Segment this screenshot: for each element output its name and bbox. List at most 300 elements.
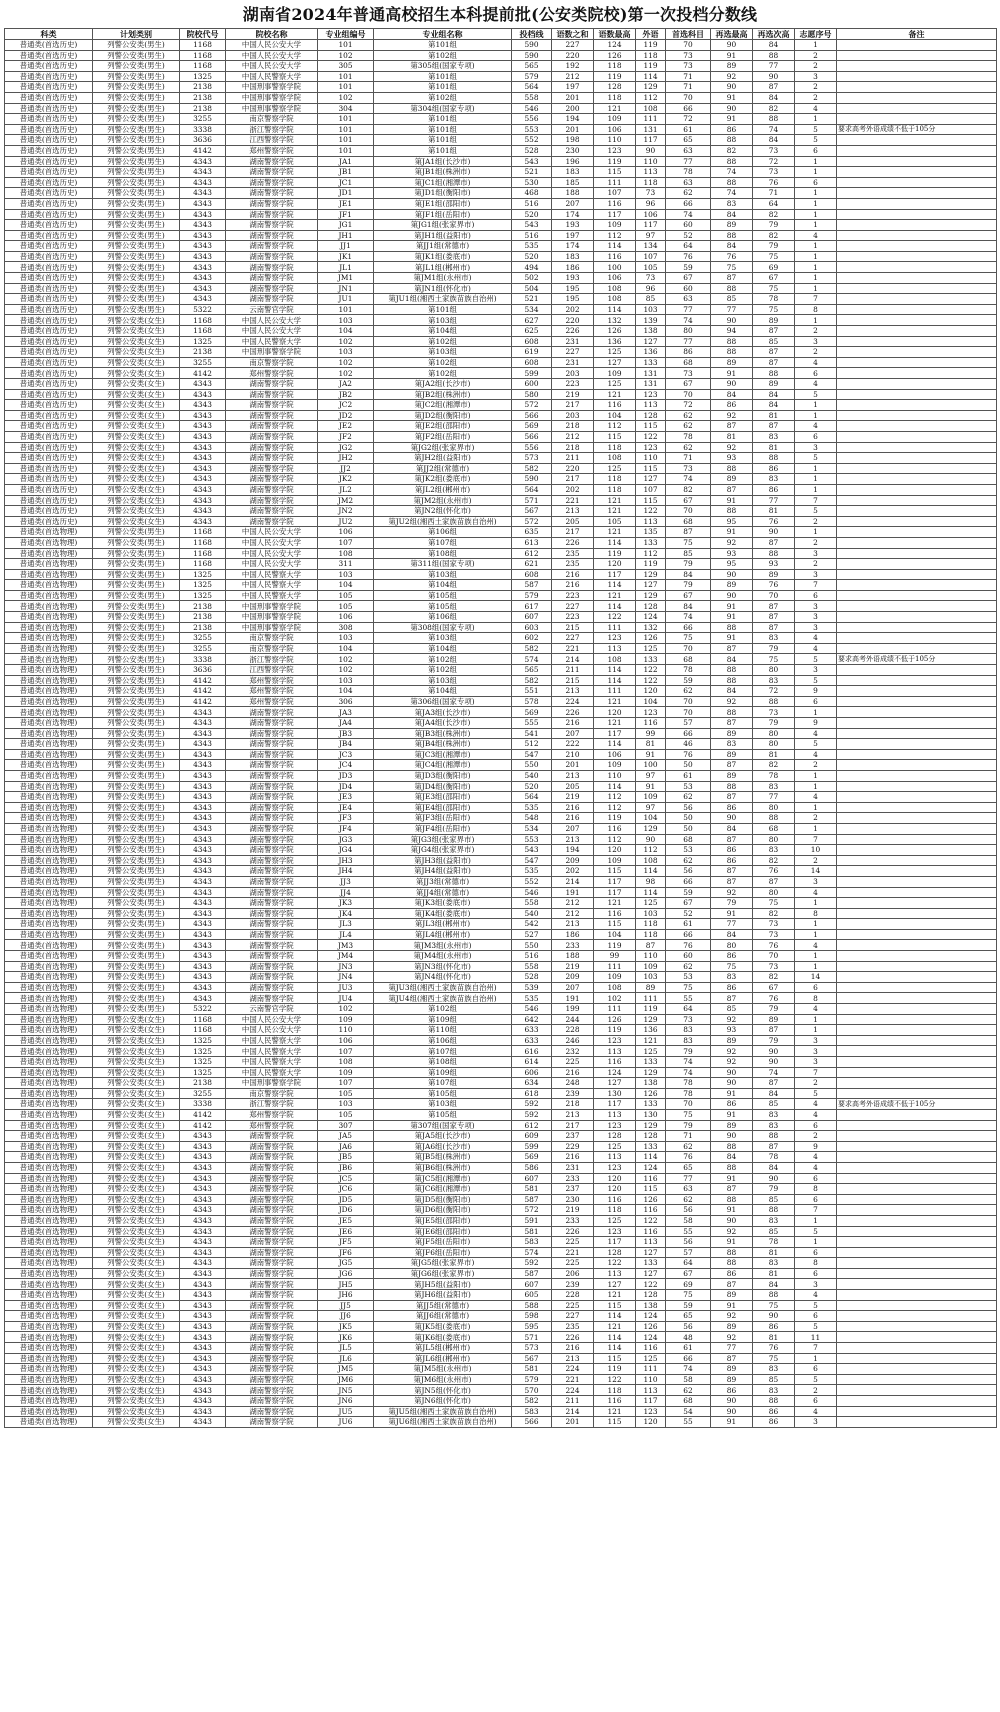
table-cell: 114 bbox=[594, 601, 636, 612]
table-cell: 普通类(首选物理) bbox=[5, 1237, 93, 1248]
table-cell: 104 bbox=[318, 580, 374, 591]
table-cell: 普通类(首选物理) bbox=[5, 559, 93, 570]
table-cell: 4343 bbox=[180, 770, 226, 781]
table-cell: 75 bbox=[753, 283, 795, 294]
table-cell: 普通类(首选物理) bbox=[5, 1131, 93, 1142]
table-cell: 列警公安类(女生) bbox=[93, 463, 180, 474]
table-cell: 111 bbox=[594, 686, 636, 697]
table-cell: 588 bbox=[512, 1300, 552, 1311]
table-cell: 湖南警察学院 bbox=[226, 1215, 318, 1226]
table-cell: 107 bbox=[636, 484, 666, 495]
table-cell: 86 bbox=[711, 845, 753, 856]
table-cell: 612 bbox=[512, 548, 552, 559]
table-cell: 112 bbox=[636, 548, 666, 559]
table-cell bbox=[837, 1131, 997, 1142]
table-cell: 列警公安类(女生) bbox=[93, 1343, 180, 1354]
table-cell: 102 bbox=[594, 993, 636, 1004]
table-cell: 547 bbox=[512, 855, 552, 866]
table-cell: 1 bbox=[795, 484, 837, 495]
table-cell: 普通类(首选物理) bbox=[5, 527, 93, 538]
table-cell: 列警公安类(男生) bbox=[93, 40, 180, 51]
table-cell: 1 bbox=[795, 1353, 837, 1364]
table-cell: 63 bbox=[666, 294, 711, 305]
table-cell bbox=[837, 643, 997, 654]
table-cell: 普通类(首选物理) bbox=[5, 919, 93, 930]
table-cell: 226 bbox=[552, 1226, 594, 1237]
table-cell: 湖南警察学院 bbox=[226, 463, 318, 474]
table-cell: 列警公安类(男生) bbox=[93, 283, 180, 294]
table-cell: 127 bbox=[636, 474, 666, 485]
table-cell: 90 bbox=[711, 813, 753, 824]
table-cell: JK3 bbox=[318, 898, 374, 909]
table-cell: 582 bbox=[512, 1396, 552, 1407]
table-cell: 109 bbox=[318, 1067, 374, 1078]
table-cell: 湖南警察学院 bbox=[226, 1343, 318, 1354]
table-cell: 105 bbox=[318, 601, 374, 612]
table-cell: 普通类(首选物理) bbox=[5, 1194, 93, 1205]
table-cell: 第104组 bbox=[374, 580, 512, 591]
column-header: 再选最高 bbox=[711, 29, 753, 40]
table-cell: 4343 bbox=[180, 1343, 226, 1354]
table-cell: 列警公安类(女生) bbox=[93, 400, 180, 411]
table-cell: 第101组 bbox=[374, 71, 512, 82]
table-cell: 列警公安类(女生) bbox=[93, 1247, 180, 1258]
table-cell: 1 bbox=[795, 198, 837, 209]
table-cell: JH2 bbox=[318, 453, 374, 464]
table-cell: 90 bbox=[711, 1078, 753, 1089]
table-cell: 86 bbox=[711, 400, 753, 411]
table-cell: 73 bbox=[666, 463, 711, 474]
table-cell bbox=[837, 167, 997, 178]
table-cell: 70 bbox=[666, 92, 711, 103]
table-cell: 第101组 bbox=[374, 40, 512, 51]
table-cell bbox=[837, 1332, 997, 1343]
table-cell: 89 bbox=[636, 982, 666, 993]
table-cell: 湖南警察学院 bbox=[226, 876, 318, 887]
table-cell: 197 bbox=[552, 82, 594, 93]
table-cell: 3338 bbox=[180, 654, 226, 665]
table-cell: 213 bbox=[552, 770, 594, 781]
table-cell: 84 bbox=[753, 92, 795, 103]
table-cell: 8 bbox=[795, 304, 837, 315]
table-cell: 212 bbox=[552, 908, 594, 919]
table-cell: 70 bbox=[666, 643, 711, 654]
table-cell: 88 bbox=[711, 156, 753, 167]
table-cell: 66 bbox=[666, 876, 711, 887]
table-cell: 湖南警察学院 bbox=[226, 707, 318, 718]
table-cell: 5 bbox=[795, 654, 837, 665]
table-cell: 73 bbox=[666, 50, 711, 61]
table-cell: 87 bbox=[711, 718, 753, 729]
table-cell: 列警公安类(男生) bbox=[93, 294, 180, 305]
table-cell: 109 bbox=[318, 1014, 374, 1025]
table-cell: 85 bbox=[711, 1004, 753, 1015]
table-cell: 114 bbox=[594, 1343, 636, 1354]
table-cell: JM2 bbox=[318, 495, 374, 506]
table-cell bbox=[837, 442, 997, 453]
table-cell bbox=[837, 336, 997, 347]
table-cell: 119 bbox=[594, 1025, 636, 1036]
table-cell: 列警公安类(男生) bbox=[93, 845, 180, 856]
table-cell: 607 bbox=[512, 1279, 552, 1290]
table-cell: 郑州警察学院 bbox=[226, 368, 318, 379]
table-row bbox=[5, 1099, 997, 1110]
table-cell: 57 bbox=[666, 1247, 711, 1258]
table-cell: 569 bbox=[512, 707, 552, 718]
table-cell: 87 bbox=[711, 1184, 753, 1195]
table-cell: 635 bbox=[512, 527, 552, 538]
table-cell: 608 bbox=[512, 357, 552, 368]
table-cell: 521 bbox=[512, 167, 552, 178]
table-cell: 120 bbox=[594, 1173, 636, 1184]
table-cell: 91 bbox=[711, 92, 753, 103]
table-cell: 90 bbox=[711, 1067, 753, 1078]
table-cell: 311 bbox=[318, 559, 374, 570]
table-cell bbox=[837, 71, 997, 82]
table-cell: 565 bbox=[512, 665, 552, 676]
column-header: 再选次高 bbox=[753, 29, 795, 40]
table-cell: 第106组 bbox=[374, 527, 512, 538]
table-cell: 134 bbox=[636, 241, 666, 252]
table-cell: 116 bbox=[636, 1343, 666, 1354]
table-cell: 郑州警察学院 bbox=[226, 145, 318, 156]
table-cell: 105 bbox=[318, 1109, 374, 1120]
table-cell: 123 bbox=[594, 1035, 636, 1046]
table-cell: 97 bbox=[636, 230, 666, 241]
table-cell: 9 bbox=[795, 718, 837, 729]
table-cell: 普通类(首选历史) bbox=[5, 145, 93, 156]
table-cell: 201 bbox=[552, 92, 594, 103]
table-cell bbox=[837, 484, 997, 495]
table-cell: JN1 bbox=[318, 283, 374, 294]
table-cell: 第JB2组(株洲市) bbox=[374, 389, 512, 400]
table-cell: 5 bbox=[795, 389, 837, 400]
table-cell: 86 bbox=[753, 484, 795, 495]
table-cell: 4343 bbox=[180, 209, 226, 220]
table-cell: 第JM6组(永州市) bbox=[374, 1374, 512, 1385]
table-cell: 583 bbox=[512, 1237, 552, 1248]
table-cell: 52 bbox=[666, 230, 711, 241]
table-cell bbox=[837, 304, 997, 315]
table-cell: 540 bbox=[512, 770, 552, 781]
table-cell: 1 bbox=[795, 251, 837, 262]
table-cell: 普通类(首选历史) bbox=[5, 379, 93, 390]
table-row bbox=[5, 559, 997, 570]
table-cell: 82 bbox=[753, 855, 795, 866]
table-cell bbox=[837, 506, 997, 517]
table-cell: 118 bbox=[594, 1205, 636, 1216]
table-cell: 第JC4组(湘潭市) bbox=[374, 760, 512, 771]
table-cell: 113 bbox=[636, 516, 666, 527]
table-cell: 115 bbox=[594, 1300, 636, 1311]
table-cell bbox=[837, 50, 997, 61]
table-row bbox=[5, 643, 997, 654]
table-cell: 119 bbox=[594, 940, 636, 951]
table-cell: 2 bbox=[795, 326, 837, 337]
table-cell: 235 bbox=[552, 1321, 594, 1332]
table-cell: 67 bbox=[666, 273, 711, 284]
table-cell: 3 bbox=[795, 1279, 837, 1290]
table-cell bbox=[837, 516, 997, 527]
table-cell: 115 bbox=[594, 1417, 636, 1428]
table-cell: 湖南警察学院 bbox=[226, 982, 318, 993]
table-cell: 列警公安类(女生) bbox=[93, 1406, 180, 1417]
table-cell: 普通类(首选物理) bbox=[5, 972, 93, 983]
table-cell: 6 bbox=[795, 1364, 837, 1375]
table-cell: 第101组 bbox=[374, 114, 512, 125]
table-cell: 91 bbox=[711, 1417, 753, 1428]
table-cell: 102 bbox=[318, 654, 374, 665]
table-cell: JG1 bbox=[318, 220, 374, 231]
table-row bbox=[5, 495, 997, 506]
table-cell: 2138 bbox=[180, 601, 226, 612]
table-cell: 7 bbox=[795, 294, 837, 305]
table-cell: 68 bbox=[666, 834, 711, 845]
table-cell: 73 bbox=[753, 145, 795, 156]
table-cell: 567 bbox=[512, 1353, 552, 1364]
table-cell: 中国人民公安大学 bbox=[226, 50, 318, 61]
table-cell: 4343 bbox=[180, 940, 226, 951]
table-cell: 70 bbox=[666, 506, 711, 517]
table-cell: 79 bbox=[753, 1035, 795, 1046]
table-cell: 普通类(首选历史) bbox=[5, 209, 93, 220]
table-cell: 南京警察学院 bbox=[226, 643, 318, 654]
table-cell bbox=[837, 1321, 997, 1332]
table-cell: 湖南警察学院 bbox=[226, 421, 318, 432]
table-cell: 普通类(首选物理) bbox=[5, 802, 93, 813]
table-cell bbox=[837, 220, 997, 231]
table-cell: 1168 bbox=[180, 537, 226, 548]
table-cell: 102 bbox=[318, 336, 374, 347]
table-cell: 4343 bbox=[180, 1290, 226, 1301]
table-cell: 89 bbox=[711, 1321, 753, 1332]
table-cell bbox=[837, 601, 997, 612]
table-cell: 69 bbox=[753, 262, 795, 273]
table-cell: 普通类(首选历史) bbox=[5, 495, 93, 506]
table-cell: 86 bbox=[711, 1385, 753, 1396]
table-cell: 第JG1组(张家界市) bbox=[374, 220, 512, 231]
table-cell: 普通类(首选历史) bbox=[5, 294, 93, 305]
table-cell bbox=[837, 760, 997, 771]
table-cell: 120 bbox=[594, 559, 636, 570]
table-cell: 227 bbox=[552, 633, 594, 644]
table-cell: 127 bbox=[636, 336, 666, 347]
table-cell: 84 bbox=[753, 1088, 795, 1099]
table-cell: 206 bbox=[552, 1268, 594, 1279]
table-cell: 113 bbox=[594, 1152, 636, 1163]
table-cell: 115 bbox=[594, 1353, 636, 1364]
table-cell: 4343 bbox=[180, 1152, 226, 1163]
table-cell: 普通类(首选历史) bbox=[5, 71, 93, 82]
table-cell bbox=[837, 40, 997, 51]
table-cell bbox=[837, 707, 997, 718]
table-cell: 121 bbox=[594, 718, 636, 729]
table-cell: 1 bbox=[795, 400, 837, 411]
table-cell: 普通类(首选物理) bbox=[5, 876, 93, 887]
table-cell: 第102组 bbox=[374, 1004, 512, 1015]
table-row bbox=[5, 792, 997, 803]
table-cell: 4343 bbox=[180, 961, 226, 972]
table-cell: 118 bbox=[594, 1385, 636, 1396]
table-cell: 68 bbox=[666, 357, 711, 368]
table-cell: 194 bbox=[552, 114, 594, 125]
table-row bbox=[5, 241, 997, 252]
table-cell: 4142 bbox=[180, 145, 226, 156]
table-cell: 212 bbox=[552, 71, 594, 82]
table-cell: 92 bbox=[711, 1046, 753, 1057]
table-cell: 79 bbox=[666, 1046, 711, 1057]
table-cell: 列警公安类(男生) bbox=[93, 633, 180, 644]
table-cell: 4343 bbox=[180, 273, 226, 284]
table-cell: 551 bbox=[512, 686, 552, 697]
table-cell: 1325 bbox=[180, 1057, 226, 1068]
table-cell: 103 bbox=[636, 972, 666, 983]
table-cell: 普通类(首选历史) bbox=[5, 241, 93, 252]
table-cell: 83 bbox=[753, 1109, 795, 1120]
table-cell: 湖南警察学院 bbox=[226, 283, 318, 294]
table-cell: 第106组 bbox=[374, 1035, 512, 1046]
table-cell: 54 bbox=[666, 1406, 711, 1417]
table-cell: 558 bbox=[512, 961, 552, 972]
table-cell bbox=[837, 1364, 997, 1375]
table-cell: 普通类(首选历史) bbox=[5, 50, 93, 61]
table-cell: 湖南警察学院 bbox=[226, 1184, 318, 1195]
table-cell bbox=[837, 188, 997, 199]
table-cell: 第101组 bbox=[374, 145, 512, 156]
table-cell: 87 bbox=[753, 1078, 795, 1089]
table-cell: 89 bbox=[753, 315, 795, 326]
table-cell: 128 bbox=[594, 1247, 636, 1258]
table-cell: 197 bbox=[552, 230, 594, 241]
table-cell: 199 bbox=[552, 1004, 594, 1015]
table-cell: 第108组 bbox=[374, 1057, 512, 1068]
table-row bbox=[5, 304, 997, 315]
table-cell: 4 bbox=[795, 1109, 837, 1120]
table-cell: 第JN6组(怀化市) bbox=[374, 1396, 512, 1407]
table-cell: 湖南警察学院 bbox=[226, 474, 318, 485]
table-cell: 75 bbox=[753, 1353, 795, 1364]
table-cell: 113 bbox=[594, 643, 636, 654]
table-cell: 列警公安类(女生) bbox=[93, 1205, 180, 1216]
table-cell: 78 bbox=[753, 1152, 795, 1163]
table-cell: 572 bbox=[512, 1205, 552, 1216]
table-cell: 列警公安类(女生) bbox=[93, 1014, 180, 1025]
table-cell: 中国人民警察大学 bbox=[226, 336, 318, 347]
table-row bbox=[5, 1109, 997, 1120]
table-cell: 4343 bbox=[180, 982, 226, 993]
table-cell: 534 bbox=[512, 823, 552, 834]
table-cell: 84 bbox=[711, 209, 753, 220]
table-cell: 6 bbox=[795, 590, 837, 601]
table-cell: 100 bbox=[594, 262, 636, 273]
table-cell: 4343 bbox=[180, 1300, 226, 1311]
table-row bbox=[5, 1374, 997, 1385]
table-cell: 第103组 bbox=[374, 675, 512, 686]
table-cell: 3 bbox=[795, 1035, 837, 1046]
table-cell: 99 bbox=[636, 728, 666, 739]
table-cell: 84 bbox=[711, 686, 753, 697]
table-cell: 73 bbox=[753, 961, 795, 972]
table-cell: 90 bbox=[711, 1131, 753, 1142]
table-cell: 列警公安类(男生) bbox=[93, 993, 180, 1004]
table-cell: 105 bbox=[594, 516, 636, 527]
table-cell: 79 bbox=[666, 580, 711, 591]
table-cell: 1168 bbox=[180, 527, 226, 538]
table-cell: 86 bbox=[711, 1099, 753, 1110]
table-row bbox=[5, 1162, 997, 1173]
table-cell: 列警公安类(男生) bbox=[93, 855, 180, 866]
table-cell: 中国人民警察大学 bbox=[226, 71, 318, 82]
table-cell: 587 bbox=[512, 1194, 552, 1205]
table-cell: 121 bbox=[594, 103, 636, 114]
table-cell: 江西警察学院 bbox=[226, 135, 318, 146]
table-cell: 579 bbox=[512, 71, 552, 82]
table-cell: 122 bbox=[594, 1258, 636, 1269]
table-cell: 90 bbox=[753, 1173, 795, 1184]
table-cell: 4343 bbox=[180, 198, 226, 209]
table-cell: 列警公安类(男生) bbox=[93, 1004, 180, 1015]
table-cell: 4343 bbox=[180, 855, 226, 866]
table-cell: 第304组(国家专项) bbox=[374, 103, 512, 114]
table-cell: 5 bbox=[795, 1226, 837, 1237]
table-cell: 521 bbox=[512, 294, 552, 305]
table-cell: 230 bbox=[552, 1194, 594, 1205]
table-cell: 239 bbox=[552, 1088, 594, 1099]
table-cell bbox=[837, 569, 997, 580]
table-cell: 湖南警察学院 bbox=[226, 506, 318, 517]
table-cell: 4343 bbox=[180, 474, 226, 485]
table-cell: 4343 bbox=[180, 707, 226, 718]
table-cell: 列警公安类(男生) bbox=[93, 241, 180, 252]
table-cell: 90 bbox=[711, 40, 753, 51]
table-cell: 582 bbox=[512, 675, 552, 686]
table-cell: 110 bbox=[636, 951, 666, 962]
table-cell: 122 bbox=[636, 431, 666, 442]
table-cell: 71 bbox=[753, 188, 795, 199]
table-row bbox=[5, 1120, 997, 1131]
table-cell: 8 bbox=[795, 1258, 837, 1269]
table-row bbox=[5, 728, 997, 739]
table-cell: 第JH5组(益阳市) bbox=[374, 1279, 512, 1290]
table-cell: 92 bbox=[711, 410, 753, 421]
table-cell: 110 bbox=[636, 156, 666, 167]
table-cell: 109 bbox=[594, 855, 636, 866]
table-cell: 109 bbox=[594, 760, 636, 771]
table-cell: 2 bbox=[795, 813, 837, 824]
table-cell: 237 bbox=[552, 1184, 594, 1195]
table-cell: 108 bbox=[636, 103, 666, 114]
table-cell: 89 bbox=[711, 1374, 753, 1385]
table-row bbox=[5, 1268, 997, 1279]
table-cell: 111 bbox=[594, 1004, 636, 1015]
table-cell: 8 bbox=[795, 908, 837, 919]
table-cell: 普通类(首选物理) bbox=[5, 580, 93, 591]
table-cell: 86 bbox=[753, 1417, 795, 1428]
table-cell: 湖南警察学院 bbox=[226, 1162, 318, 1173]
table-row bbox=[5, 1258, 997, 1269]
table-cell: JL4 bbox=[318, 929, 374, 940]
table-cell: 4343 bbox=[180, 1417, 226, 1428]
table-cell: 129 bbox=[636, 823, 666, 834]
table-cell: 634 bbox=[512, 1078, 552, 1089]
table-cell: 列警公安类(男生) bbox=[93, 156, 180, 167]
table-cell: 4343 bbox=[180, 1332, 226, 1343]
table-cell: 82 bbox=[753, 230, 795, 241]
table-cell: 第JB5组(株洲市) bbox=[374, 1152, 512, 1163]
table-row bbox=[5, 400, 997, 411]
table-cell: 湖南警察学院 bbox=[226, 516, 318, 527]
table-cell: 88 bbox=[711, 622, 753, 633]
